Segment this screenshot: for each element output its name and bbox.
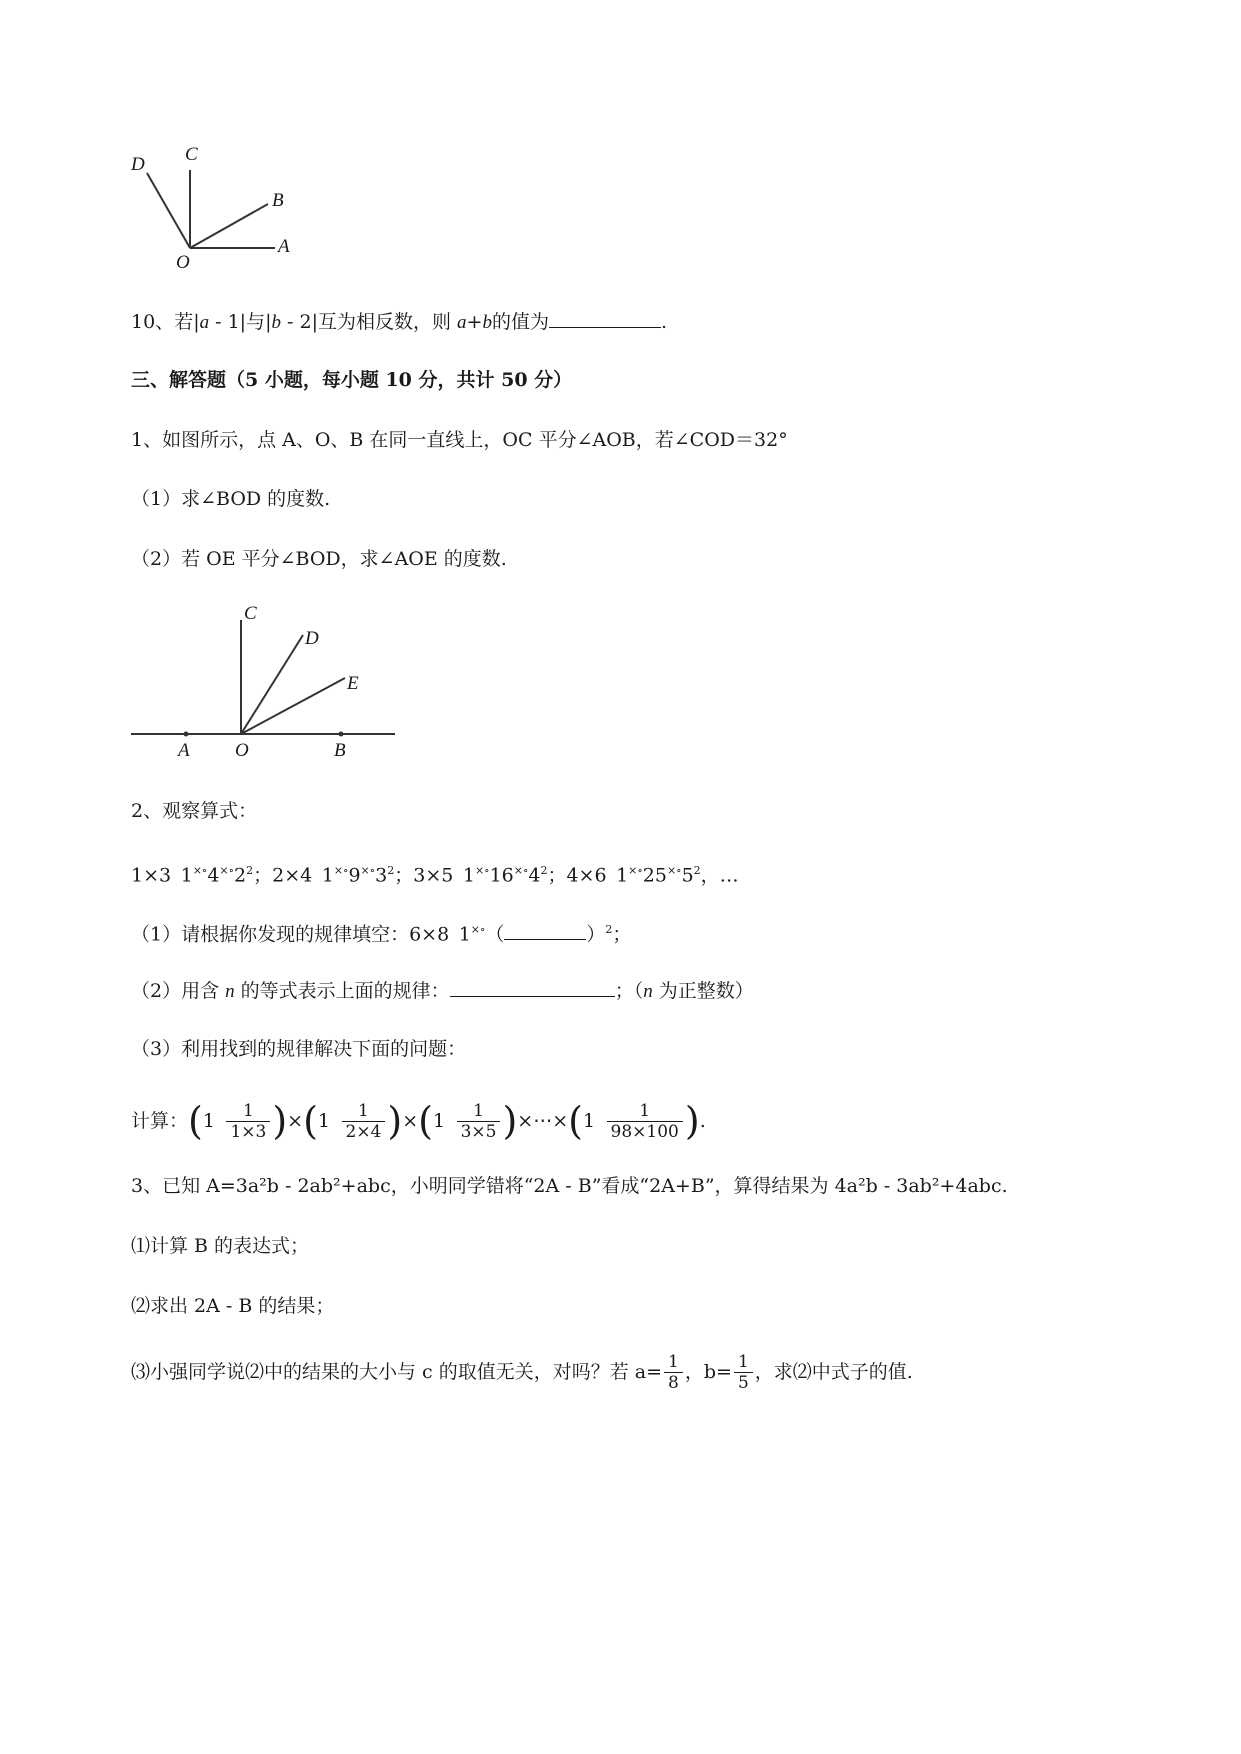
calc-one-1: 1 (202, 1110, 215, 1132)
sub2-answer-blank[interactable] (450, 976, 615, 997)
q10-var-a: a (199, 312, 210, 333)
label-c: C (244, 603, 257, 624)
q10-plus: + (466, 311, 483, 333)
q10-text-after: 的值为 (491, 311, 549, 333)
problem-2-stem: 2、观察算式： (131, 800, 258, 822)
problem-3-sub2: ⑵求出 2A - B 的结果； (131, 1295, 335, 1317)
sub1-one: 1 (458, 923, 471, 946)
sub3-mid: ，b= (684, 1361, 732, 1383)
frac4-den: 98×100 (610, 1121, 679, 1142)
q10-var-a2: a (457, 312, 467, 333)
sub2-mid: 的等式表示上面的规律： (234, 980, 450, 1002)
fraction-b (734, 1352, 753, 1393)
paren-open-1: ( (188, 1099, 203, 1143)
label-a: A (278, 236, 290, 257)
frac2-num: 1 (342, 1101, 386, 1122)
f4-garble: ×∘ (628, 864, 643, 877)
paren-close-3: ) (502, 1099, 518, 1143)
paren-close-4: ) (684, 1099, 700, 1143)
f3-value: 16 (489, 864, 514, 887)
label-d: D (305, 628, 319, 649)
fraction-a (664, 1352, 683, 1393)
section-3-title: 三、解答题（5 小题，每小题 10 分，共计 50 分） (131, 369, 573, 391)
problem-2-calc (131, 1093, 706, 1149)
problem-1-sub2: （2）若 OE 平分∠BOD，求∠AOE 的度数. (131, 548, 507, 570)
label-c: C (185, 144, 198, 165)
problem-2-sub2 (131, 976, 754, 1005)
f4-garble2: ×∘ (666, 864, 682, 877)
f1-value: 4 (207, 864, 220, 887)
f1-one: 1 (180, 864, 193, 887)
f4-product: 4×6 (566, 864, 607, 887)
calc-end: . (699, 1110, 706, 1132)
fraction-2 (342, 1101, 386, 1142)
point-a (184, 732, 189, 737)
times-2: × (402, 1110, 419, 1132)
label-d: D (131, 154, 145, 175)
f1-garble: ×∘ (192, 864, 208, 877)
f3-sq: 2 (540, 864, 548, 877)
sub2-before: （2）用含 (131, 980, 226, 1002)
ray-od (241, 635, 303, 734)
f2-garble: ×∘ (333, 864, 349, 877)
problem-3-sub3 (131, 1346, 913, 1398)
f4-sq: 2 (693, 864, 701, 877)
sub1-answer-blank[interactable] (504, 919, 586, 940)
sub2-var-n2: n (643, 981, 653, 1002)
sep-1: ； (253, 864, 273, 887)
frac-a-num: 1 (664, 1352, 683, 1373)
frac-a-den: 8 (668, 1372, 679, 1393)
f2-garble2: ×∘ (360, 864, 376, 877)
f1-base: 2 (234, 864, 247, 887)
point-b (339, 732, 344, 737)
f1-product: 1×3 (131, 864, 172, 887)
ray-oe (241, 678, 345, 734)
f2-product: 2×4 (272, 864, 313, 887)
problem-3-stem: 3、已知 A=3a²b - 2ab²+abc，小明同学错将“2A - B”看成“2A+B”，算得结果为 4a²b - 3ab²+4abc. (131, 1175, 1008, 1197)
q10-number: 10、 (131, 311, 175, 333)
fraction-1 (226, 1101, 270, 1142)
sub2-end: 为正整数） (652, 980, 754, 1002)
paren-open-2: ( (303, 1099, 318, 1143)
frac2-den: 2×4 (345, 1121, 382, 1142)
q10-var-b2: b (482, 312, 492, 333)
frac-b-num: 1 (734, 1352, 753, 1373)
f1-garble2: ×∘ (219, 864, 235, 877)
figure-straight-line-aob (125, 598, 405, 768)
label-b: B (334, 740, 346, 761)
paren-open-4: ( (568, 1099, 583, 1143)
times-dots: ×⋯× (517, 1110, 569, 1132)
problem-1-sub1: （1）求∠BOD 的度数. (131, 488, 331, 510)
paren-close-2: ) (387, 1099, 403, 1143)
f3-one: 1 (462, 864, 475, 887)
f3-garble: ×∘ (474, 864, 490, 877)
f2-value: 9 (348, 864, 361, 887)
f2-one: 1 (321, 864, 334, 887)
sub3-before: ⑶小强同学说⑵中的结果的大小与 c 的取值无关，对吗？若 a= (131, 1361, 663, 1383)
q10-var-b: b (271, 312, 281, 333)
sub1-close: ） (586, 923, 606, 946)
label-b: B (272, 190, 284, 211)
q10-mid2: - 2|互为相反数，则 (280, 311, 458, 333)
f4-base: 5 (681, 864, 694, 887)
paren-open-3: ( (418, 1099, 433, 1143)
sub1-before: （1）请根据你发现的规律填空：6×8 (131, 923, 450, 946)
label-o: O (235, 740, 249, 761)
q10-text-before: 若| (174, 311, 200, 333)
question-10 (131, 307, 667, 336)
f2-base: 3 (375, 864, 388, 887)
frac4-num: 1 (607, 1101, 683, 1122)
sub1-open: （ (485, 923, 505, 946)
problem-2-sub1 (131, 917, 631, 947)
sep-2: ； (394, 864, 414, 887)
problem-2-formula-row (131, 858, 739, 888)
figure-angles-dcboa (125, 140, 315, 275)
paren-close-1: ) (272, 1099, 288, 1143)
formula-end: ，… (700, 864, 739, 887)
q10-mid1: - 1|与| (209, 311, 272, 333)
times-1: × (287, 1110, 304, 1132)
sub3-after: ，求⑵中式子的值. (754, 1361, 913, 1383)
fraction-3 (457, 1101, 501, 1142)
problem-3-sub1: ⑴计算 B 的表达式； (131, 1235, 310, 1257)
f3-garble2: ×∘ (513, 864, 529, 877)
frac-b-den: 5 (737, 1372, 749, 1393)
sep-3: ； (547, 864, 567, 887)
sub1-end: ； (612, 923, 632, 946)
fraction-4 (607, 1101, 683, 1142)
calc-one-4: 1 (582, 1110, 596, 1132)
ray-od (147, 173, 190, 248)
calc-label: 计算： (131, 1110, 189, 1132)
calc-one-2: 1 (317, 1110, 330, 1132)
label-e: E (347, 673, 359, 694)
f3-base: 4 (528, 864, 541, 887)
calc-one-3: 1 (432, 1110, 446, 1132)
q10-answer-blank[interactable] (549, 307, 661, 328)
f4-value: 25 (642, 864, 667, 887)
f1-sq: 2 (246, 864, 254, 877)
f2-sq: 2 (387, 864, 395, 877)
sub2-after: ；（ (614, 980, 644, 1002)
frac1-den: 1×3 (230, 1121, 267, 1142)
q10-end: . (660, 311, 667, 333)
f4-one: 1 (616, 864, 629, 887)
f3-product: 3×5 (413, 864, 454, 887)
sub2-var-n: n (225, 981, 235, 1002)
frac1-num: 1 (226, 1101, 270, 1122)
sub1-sq: 2 (605, 923, 613, 936)
sub1-garble: ×∘ (470, 923, 486, 936)
problem-2-sub3: （3）利用找到的规律解决下面的问题： (131, 1038, 467, 1060)
label-a: A (178, 740, 190, 761)
label-o: O (176, 252, 190, 273)
ray-ob (190, 204, 268, 248)
problem-1-stem: 1、如图所示，点 A、O、B 在同一直线上，OC 平分∠AOB，若∠COD＝32° (131, 429, 788, 451)
frac3-den: 3×5 (460, 1121, 497, 1142)
frac3-num: 1 (457, 1101, 501, 1122)
